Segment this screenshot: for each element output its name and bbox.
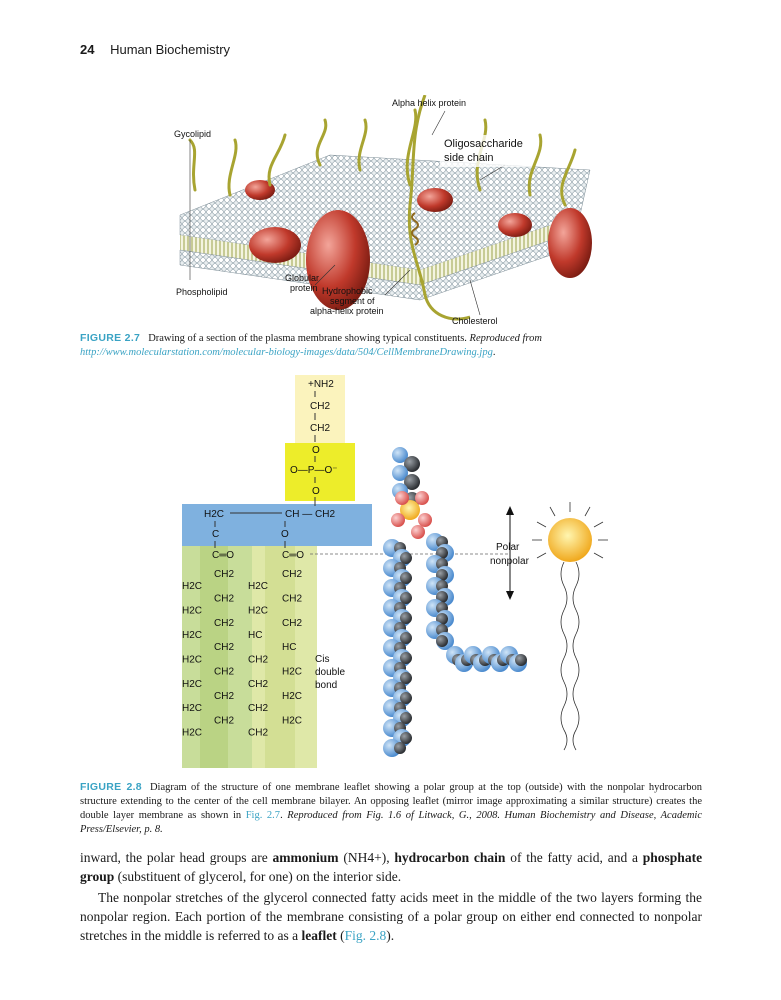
chain_right-1: H2C [248,581,269,593]
oxygen-atom [395,491,409,505]
p1-formula: (NH4+), [343,850,390,865]
chain_right-0: CH2 [282,569,303,580]
p1-ammonium: ammonium [272,850,339,865]
label-hydrophobic-2: segment of [330,296,375,306]
chain_left-11: H2C [182,703,203,715]
oxygen-atom [411,525,425,539]
label-cis-1: Cis [315,654,330,665]
chain_left-3: H2C [182,605,203,617]
label-cholesterol: Cholesterol [452,316,498,326]
oxygen-atom [391,513,405,527]
caption-text: Diagram of the structure of one membrane leaflet showing a polar group at the top (outside) with the nonpolar hydrocarbon structure extending to the center of the cell membrane bilayer. An opposing leaflet (mirror image approximating a similar structure) creates the double layer membrane as shown in [80,782,702,821]
chain_left-12: CH2 [214,715,235,727]
chain-carbon [400,712,412,724]
tail-squiggle-left [561,562,567,750]
label-glycolipid: Gycolipid [174,129,212,139]
chain-carbon [400,692,412,704]
membrane-drawing [170,95,610,330]
oxygen-atom [418,513,432,527]
p1-a: inward, the polar head groups are [80,850,268,865]
chain-carbon [400,592,412,604]
chain_right-13: CH2 [248,727,269,739]
chain_right-3: H2C [248,605,269,617]
chem-ch2-a: CH2 [310,401,331,412]
chain_left-2: CH2 [214,593,235,605]
caption-text: Drawing of a section of the plasma membrane showing typical constituents. [148,333,467,344]
p2-c: ( [340,928,345,943]
chain_right-11: CH2 [248,703,269,715]
chain_left-8: CH2 [214,666,235,678]
label-hydrophobic-3: alpha-helix protein [310,306,384,316]
chain_right-5: HC [248,630,263,641]
caption-label: FIGURE 2.7 [80,332,141,344]
chain_right-8: H2C [282,666,303,678]
chain_right-2: CH2 [282,593,303,605]
p2-fig-ref[interactable]: Fig. 2.8 [344,928,387,943]
running-header [80,42,230,57]
globular-protein-5 [548,208,592,278]
label-oligosaccharide-2: side chain [444,152,494,164]
chain-carbon [400,732,412,744]
caption-end: . [492,347,496,358]
chain-carbon [436,635,448,647]
p1-hydrocarbon: hydrocarbon chain [394,850,506,865]
p1-phosphate: phosphate group [80,850,703,884]
chain_left-10: CH2 [214,691,235,702]
chain_right-12: H2C [282,715,303,727]
chem-co-left: C═O [212,550,235,561]
chain_right-6: HC [282,642,297,654]
oxygen-atom [415,491,429,505]
chain-carbon [515,654,527,666]
body-paragraph-2 [80,888,702,945]
chain_left-1: H2C [182,581,203,593]
label-globular-1: Globular [285,273,320,283]
chem-o2: O [312,486,320,497]
globular-protein-4 [498,213,532,237]
chain_left-6: CH2 [214,642,235,654]
chain-carbon [400,672,412,684]
tail-squiggle-right [573,562,579,750]
chain_right-9: CH2 [248,678,269,690]
caption-link[interactable]: http://www.molecularstation.com/molecular-biology-images/data/504/CellMembraneDrawing.jpg [80,347,493,358]
p2-d: ). [386,928,395,943]
chem-phosphate: O—P—O⁻ [290,465,338,476]
globular-protein-3 [417,188,453,212]
p1-e: of the fatty acid, and a [510,850,638,865]
figure-2-8-caption: FIGURE 2.8 Diagram of the structure of one membrane leaflet showing a polar group at the top (outside) with the nonpolar hydrocarbon structure extending to the center of the cell membrane bilayer. An opposing leaflet (mirror image approximating a similar structure) creates the double layer membrane as shown in Fig. 2.7. Reproduced from Fig. 1.6 of Litwack, G., 2008. Human Biochemistry and Disease, Academic Press/Elsevier, p. 8. [80,781,703,835]
chain_right-7: CH2 [248,654,269,666]
page-number: 24 [80,42,95,57]
chain_right-4: CH2 [282,617,303,629]
chain-carbon [400,612,412,624]
label-cis-3: bond [315,680,338,691]
chem-glycerol-mid: CH — CH2 [285,509,336,520]
caption-repro: Reproduced from Fig. 1.6 of Litwack, G., 2008. Human Biochemistry and Disease, Academic Press/Elsevier, p. 8. [80,810,703,835]
chain_left-13: H2C [182,727,203,739]
caption-repro: Reproduced from [469,333,542,344]
body-paragraph-1 [80,848,702,886]
leaflet-diagram [170,370,610,775]
chain-carbon [400,572,412,584]
label-phospholipid: Phospholipid [176,287,228,297]
chain_left-0: CH2 [214,569,235,580]
label-oligosaccharide-1: Oligosaccharide [444,138,523,150]
sun-icon [532,502,608,562]
label-hydrophobic-1: Hydrophobic [322,286,373,296]
label-globular-2: protein [290,283,318,293]
caption-fig-ref[interactable]: Fig. 2.7 [245,810,281,821]
p2-leaflet: leaflet [301,928,337,943]
chain_left-7: H2C [182,654,203,666]
chem-o1: O [312,445,320,456]
chain_right-10: H2C [282,691,303,702]
chain-carbon [400,652,412,664]
figure-2-7-caption [80,331,702,360]
globular-protein-6 [249,227,301,263]
chem-glycerol-left: H2C [204,509,225,520]
chain_left-4: CH2 [214,617,235,629]
chem-co-right: C═O [282,550,305,561]
chain-carbon [400,552,412,564]
chem-c-left: C [212,529,220,540]
label-polar: Polar [496,542,520,553]
chain-carbon [400,632,412,644]
label-alpha-helix: Alpha helix protein [392,98,467,108]
p1-g: (substituent of glycerol, for one) on the interior side. [117,869,402,884]
chem-ch2-b: CH2 [310,423,331,434]
chain-carbon [394,742,406,754]
caption-label: FIGURE 2.8 [80,781,142,793]
chem-o-mid: O [281,529,289,540]
chain_left-9: H2C [182,678,203,690]
label-cis-2: double [315,667,346,678]
space-filling-model [383,447,527,757]
book-title: Human Biochemistry [110,42,231,57]
chain_left-5: H2C [182,630,203,641]
p2-a: The nonpolar stretches of the glycerol connected fatty acids meet in the middle of the two layers forming the nonpolar region. Each portion of the membrane consisting of a polar group on either end connected to nonpolar stretches in the middle is referred to as a [80,890,702,943]
label-nonpolar: nonpolar [490,556,529,567]
chem-nh2: +NH2 [308,379,334,390]
